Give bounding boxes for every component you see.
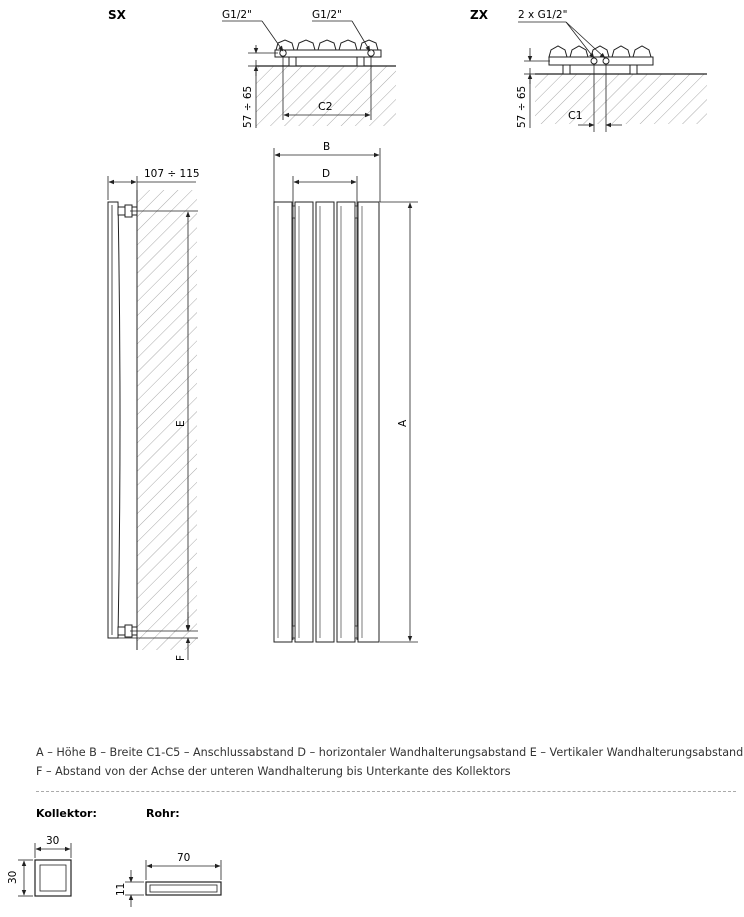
rohr-height-label: 11 <box>115 882 127 896</box>
side-radiator-profile <box>108 202 120 638</box>
zx-view-label: ZX <box>470 8 488 22</box>
rohr-section <box>115 807 221 907</box>
kollektor-height-label: 30 <box>7 870 19 884</box>
side-f-label: F <box>175 654 187 661</box>
front-tube-1 <box>274 202 292 642</box>
sx-view-label: SX <box>108 8 126 22</box>
front-tube-4 <box>337 202 355 642</box>
legend-line-1: A – Höhe B – Breite C1-C5 – Anschlussabstand D – horizontaler Wandhalterungsabstand E – Vertikaler Wandhalterungsabstand <box>36 746 744 759</box>
separator-line <box>36 791 736 792</box>
sx-c2-label: C2 <box>318 100 333 113</box>
front-tube-2 <box>295 202 313 642</box>
kollektor-label: Kollektor: <box>36 807 97 820</box>
front-b-label: B <box>323 141 331 153</box>
zx-top-view <box>470 8 707 132</box>
front-view <box>274 141 418 642</box>
zx-connection-a-icon <box>591 58 597 64</box>
zx-thread-label: 2 x G1/2" <box>518 9 568 21</box>
legend-line-2: F – Abstand von der Achse der unteren Wandhalterung bis Unterkante des Kollektors <box>36 765 511 778</box>
sx-connection-right-icon <box>368 50 374 56</box>
front-d-label: D <box>322 168 331 180</box>
front-tube-3 <box>316 202 334 642</box>
kollektor-section <box>7 807 97 896</box>
sx-thread-right-label: G1/2" <box>312 9 342 21</box>
zx-c1-label: C1 <box>568 109 583 122</box>
side-depth-label: 107 ÷ 115 <box>144 168 200 180</box>
side-e-label: E <box>175 420 187 427</box>
sx-collector-bar <box>275 50 381 57</box>
zx-connection-b-icon <box>603 58 609 64</box>
kollektor-width-label: 30 <box>46 835 60 847</box>
rohr-label: Rohr: <box>146 807 180 820</box>
sx-wall-hatch <box>256 66 396 126</box>
front-a-label: A <box>397 419 409 427</box>
front-tube-5 <box>358 202 379 642</box>
sx-top-view <box>108 8 396 128</box>
zx-collector-bar <box>549 57 653 65</box>
side-view <box>108 168 200 661</box>
zx-wall-hatch <box>535 74 707 124</box>
rohr-width-label: 70 <box>177 852 191 864</box>
sx-thread-left-label: G1/2" <box>222 9 252 21</box>
zx-wall-gap-label: 57 ÷ 65 <box>516 85 528 128</box>
sx-wall-gap-label: 57 ÷ 65 <box>242 85 254 128</box>
